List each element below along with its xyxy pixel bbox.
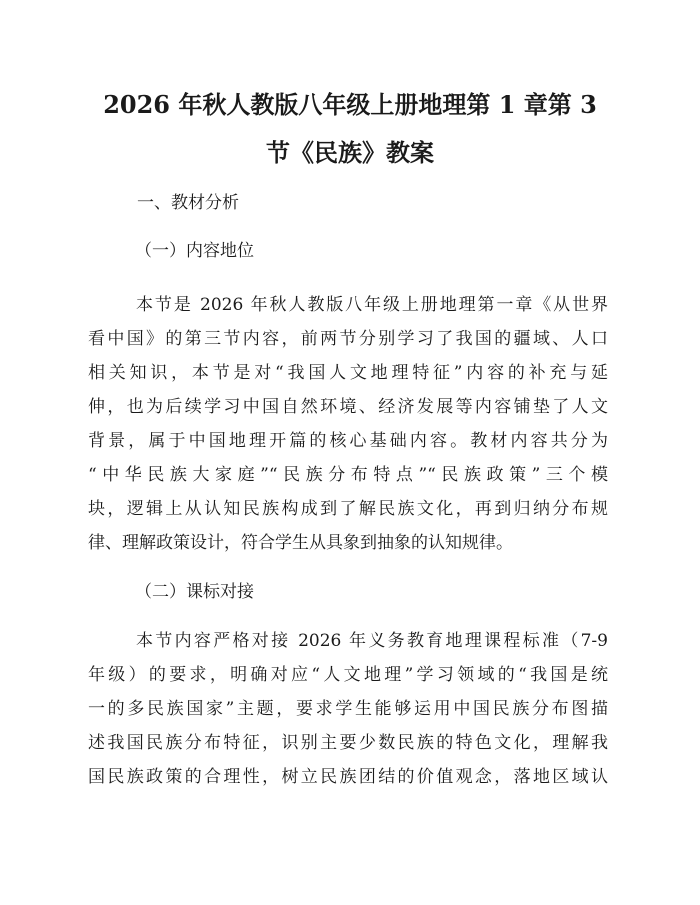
subsection-heading-curriculum-alignment: （二）课标对接	[135, 582, 254, 602]
paragraph-line: “中华民族大家庭”“民族分布特点”“民族政策”三个模	[88, 465, 608, 485]
paragraph-line: 背景，属于中国地理开篇的核心基础内容。教材内容共分为	[88, 431, 608, 451]
paragraph-line: 伸，也为后续学习中国自然环境、经济发展等内容铺垫了人文	[88, 397, 608, 417]
paragraph-curriculum-alignment	[88, 624, 608, 794]
paragraph-line: 年级）的要求，明确对应“人文地理”学习领域的“我国是统	[88, 665, 608, 685]
paragraph-line: 看中国》的第三节内容，前两节分别学习了我国的疆域、人口	[88, 329, 608, 349]
document-title-line-2: 节《民族》教案	[266, 138, 434, 167]
paragraph-line: 块，逻辑上从认知民族构成到了解民族文化，再到归纳分布规	[88, 499, 608, 519]
subsection-heading-content-position: （一）内容地位	[135, 241, 254, 261]
paragraph-line: 律、理解政策设计，符合学生从具象到抽象的认知规律。	[88, 533, 513, 553]
paragraph-content-position	[88, 288, 608, 560]
paragraph-line: 一的多民族国家”主题，要求学生能够运用中国民族分布图描	[88, 699, 608, 719]
section-heading-textbook-analysis: 一、教材分析	[137, 193, 239, 213]
paragraph-line: 相关知识，本节是对“我国人文地理特征”内容的补充与延	[88, 363, 608, 383]
document-title-line-1: 2026 年秋人教版八年级上册地理第 1 章第 3	[103, 90, 597, 119]
paragraph-line: 述我国民族分布特征，识别主要少数民族的特色文化，理解我	[88, 733, 608, 753]
paragraph-line: 本节内容严格对接 2026 年义务教育地理课程标准（7-9	[136, 631, 608, 651]
paragraph-line: 国民族政策的合理性，树立民族团结的价值观念，落地区域认	[88, 767, 608, 787]
paragraph-line: 本节是 2026 年秋人教版八年级上册地理第一章《从世界	[136, 295, 608, 315]
